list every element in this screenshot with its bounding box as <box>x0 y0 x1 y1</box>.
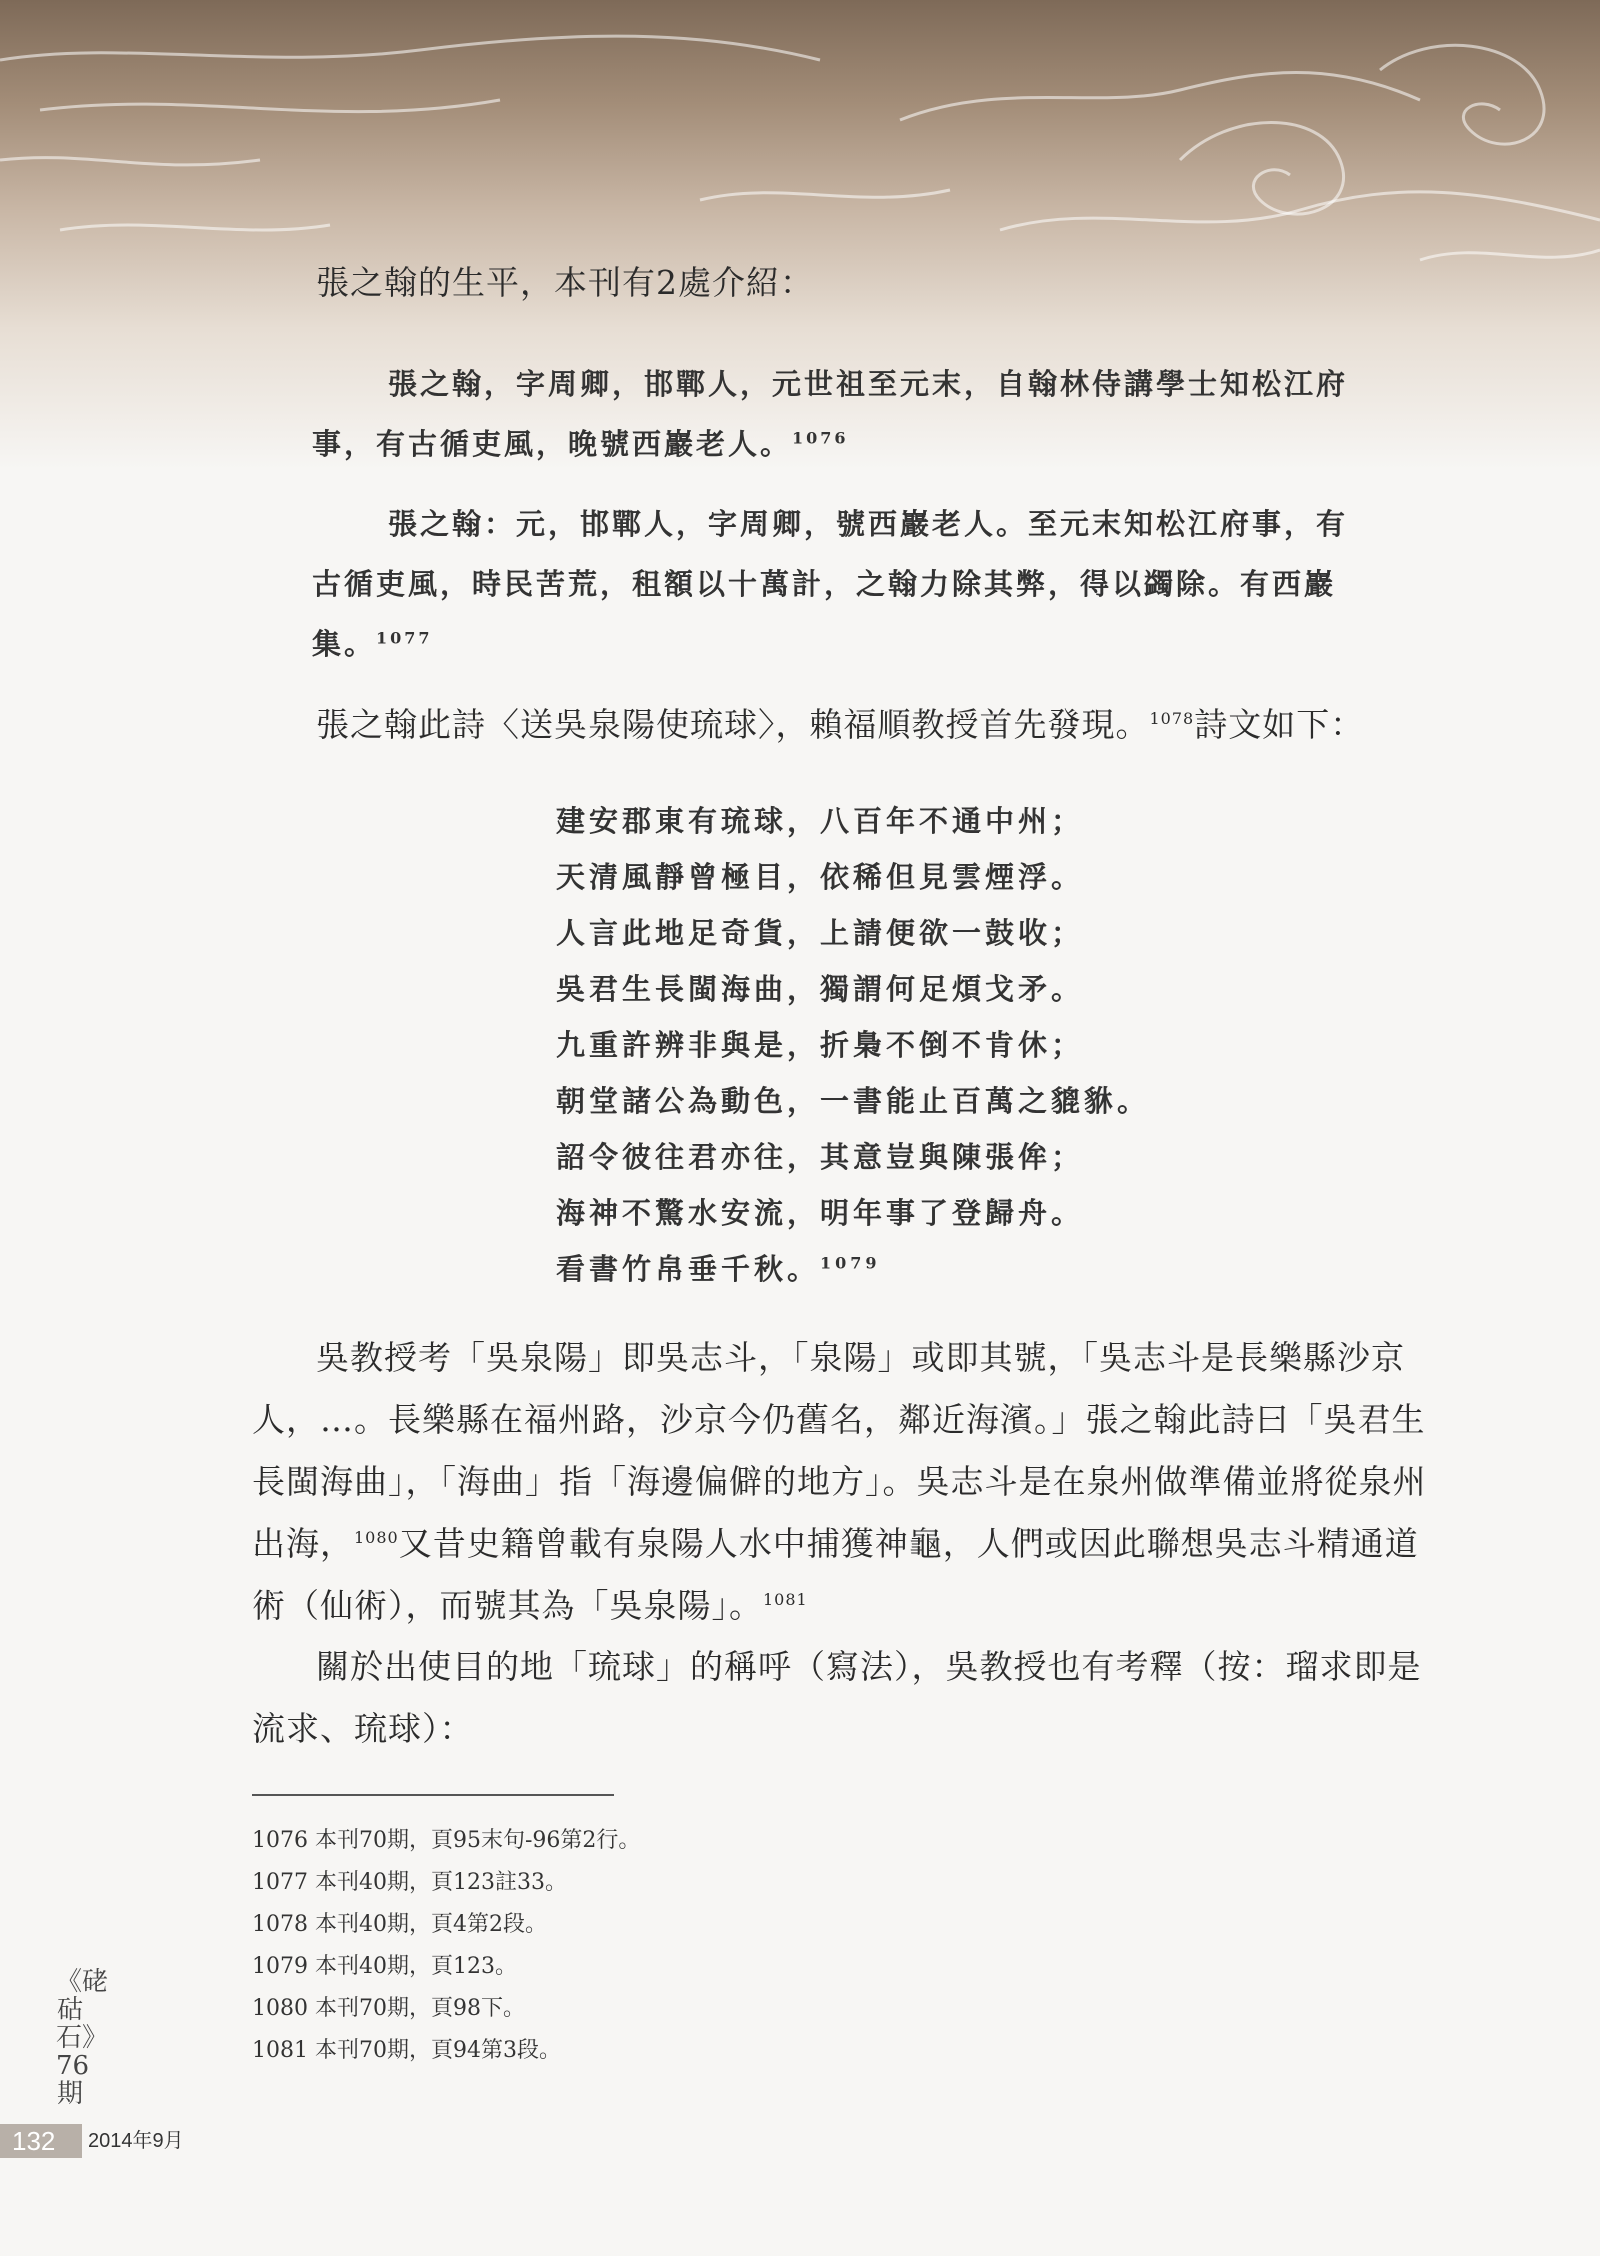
journal-title: 《硓𥑮石》76期 <box>56 1967 109 2109</box>
footnote-ref-1080: 1080 <box>354 1528 399 1547</box>
body-paragraph-1 <box>252 1327 1436 1637</box>
intro-text: 張之翰的生平，本刊有2處介紹： <box>316 263 814 302</box>
footnote-item: 1081 本刊70期，頁94第3段。 <box>252 2038 561 2063</box>
poem-line-text: 看書竹帛垂千秋。 <box>556 1252 821 1286</box>
poem-line: 人言此地足奇貨，上請便欲一鼓收； <box>556 916 1085 950</box>
body-paragraph-1-text-b: 又昔史籍曾載有泉陽人水中捕獲神龜，人們或因此聯想吳志斗精通道術（仙術），而號其為「吳泉陽」。 <box>252 1524 1419 1625</box>
poem-intro-tail: 詩文如下： <box>1194 705 1365 744</box>
poem-line-last <box>556 1241 1150 1297</box>
footnote-ref-1078: 1078 <box>1149 709 1195 728</box>
poem-line: 海神不驚水安流，明年事了登歸舟。 <box>556 1196 1085 1230</box>
quote-2 <box>312 494 1352 674</box>
footnote-ref-1076: 1076 <box>792 428 849 448</box>
page-number: 132 <box>12 2126 56 2156</box>
poem-intro-paragraph <box>316 694 1364 756</box>
footnote-ref-1077: 1077 <box>376 628 433 648</box>
poem-line: 詔令彼往君亦往，其意豈與陳張侔； <box>556 1140 1085 1174</box>
body-paragraph-1-text-a: 吳教授考「吳泉陽」即吳志斗，「泉陽」或即其號，「吳志斗是長樂縣沙京人，…。長樂縣在福州路，沙京今仍舊名，鄰近海濱。」張之翰此詩曰「吳君生長閩海曲」，「海曲」指「海邊偏僻的地方」。吳志斗是在泉州做準備並將從泉州出海， <box>252 1338 1427 1563</box>
footnote-item: 1079 本刊40期，頁123。 <box>252 1954 517 1979</box>
body-paragraph-2 <box>252 1636 1436 1760</box>
poem-line: 吳君生長閩海曲，獨謂何足煩戈矛。 <box>556 972 1085 1006</box>
body-paragraph-2-text: 關於出使目的地「琉球」的稱呼（寫法），吳教授也有考釋（按：瑠求即是流求、琉球）： <box>252 1647 1422 1748</box>
footnote-ref-1079: 1079 <box>820 1253 881 1273</box>
footnote-item: 1080 本刊70期，頁98下。 <box>252 1996 525 2021</box>
poem-line: 九重許辨非與是，折梟不倒不肯休； <box>556 1028 1085 1062</box>
intro-paragraph <box>316 252 814 314</box>
footnotes <box>252 1820 640 2072</box>
poem <box>556 793 1150 1297</box>
poem-intro-text: 張之翰此詩〈送吳泉陽使琉球〉，賴福順教授首先發現。 <box>316 705 1150 744</box>
poem-line: 天清風靜曾極目，依稀但見雲煙浮。 <box>556 860 1085 894</box>
footnote-item: 1076 本刊70期，頁95末句-96第2行。 <box>252 1828 641 1853</box>
poem-line: 朝堂諸公為動色，一書能止百萬之貔貅。 <box>556 1084 1151 1118</box>
footnote-ref-1081: 1081 <box>763 1590 808 1609</box>
quote-1 <box>312 354 1352 474</box>
poem-line: 建安郡東有琉球，八百年不通中州； <box>556 804 1085 838</box>
issue-date: 2014年9月 <box>88 2130 184 2152</box>
quote-2-text: 張之翰：元，邯鄲人，字周卿，號西巖老人。至元末知松江府事，有古循吏風，時民苦荒，租額以十萬計，之翰力除其弊，得以蠲除。有西巖集。 <box>312 507 1349 661</box>
footnote-item: 1078 本刊40期，頁4第2段。 <box>252 1912 547 1937</box>
footnote-divider <box>252 1794 614 1796</box>
footnote-item: 1077 本刊40期，頁123註33。 <box>252 1870 567 1895</box>
quote-1-text: 張之翰，字周卿，邯鄲人，元世祖至元末，自翰林侍講學士知松江府事，有古循吏風，晚號西巖老人。 <box>312 367 1349 461</box>
